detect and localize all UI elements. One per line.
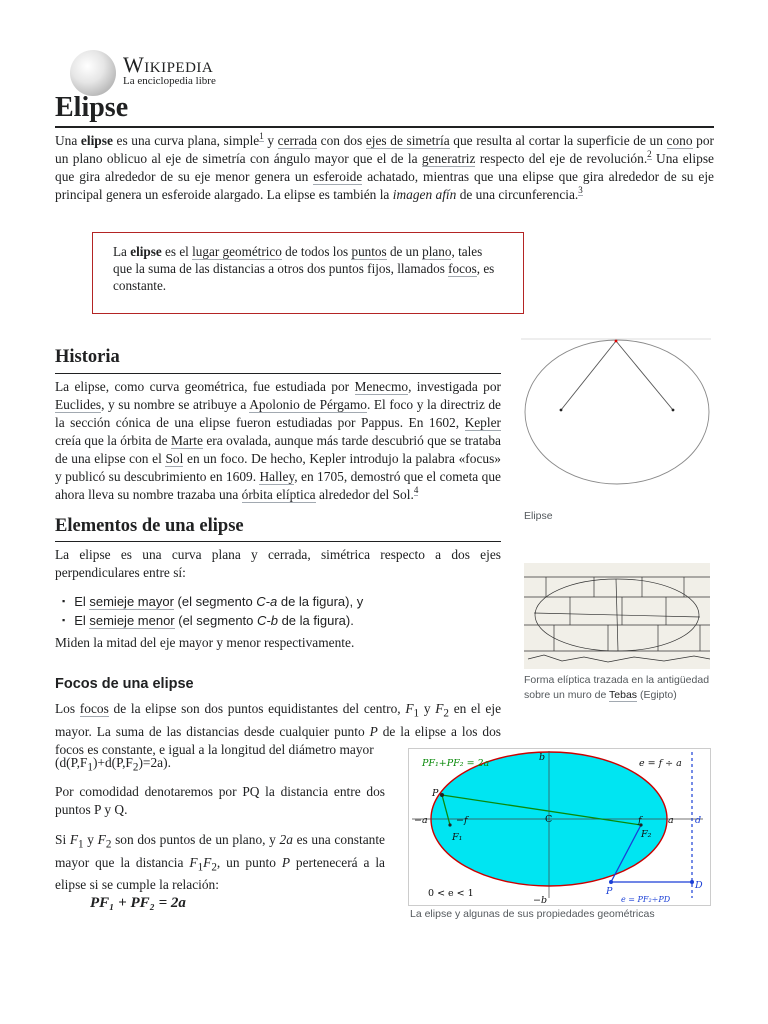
elementos-outro: Miden la mitad del eje mayor y menor respectivamente. [55,635,355,650]
page-title: Elipse [55,92,129,123]
wiki-tagline: La enciclopedia libre [123,75,216,87]
link-puntos[interactable]: puntos [351,244,387,259]
focos-paragraph-1b: $(d(P,F_1)+d(P,F_2)=2a)$. [55,755,171,774]
link-ejes-simetria[interactable]: ejes de simetría [365,133,450,148]
label-c: C [545,814,553,825]
focos-paragraph-1a: Los focos de la elipse son dos puntos equidistantes del centro, $F_1$ y $F_2$ en el eje mayor. La suma de las distancias desde cualquier punto P de la elipse a los dos focos es constante, e igual a la longitud del diámetro mayor [55,701,502,757]
focos-paragraph-3: Si $F_1$ y $F_2$ son dos puntos de un plano, y 2a es una constante mayor que la distancia $F_1F_2$, un punto P pertenecerá a la elipse si se cumple la relación: [55,832,385,893]
term-elipse: elipse [80,133,113,148]
historia-divider [55,373,501,374]
label-directrix-ratio: e = PF₂÷PD [621,895,671,904]
heading-elementos: Elementos de una elipse [55,516,244,536]
ellipse-figure[interactable] [521,338,711,490]
link-tebas[interactable]: Tebas [609,689,638,701]
ellipse-formula: PF₁ + PF₂ = 2a [90,895,186,911]
elementos-intro: La elipse es una curva plana y cerrada, simétrica respecto a dos ejes perpendiculares entre sí: [55,547,501,580]
label-p-lower: P [606,886,613,897]
link-semieje-menor[interactable]: semieje menor [89,613,175,628]
label-range: 0 < e < 1 [428,888,474,899]
label-p-upper: P [432,788,439,799]
link-esferoide[interactable]: esferoide [313,169,363,184]
thebes-wall-figure[interactable] [524,563,710,669]
caption-tebas: Forma elíptica trazada en la antigüedad sobre un muro de Tebas (Egipto) [524,674,710,701]
link-orbita-eliptica[interactable]: órbita elíptica [241,487,316,502]
link-cono[interactable]: cono [666,133,693,148]
ellipse-properties-figure[interactable] [408,748,711,906]
link-euclides[interactable]: Euclides [55,397,102,412]
label-d: d [695,815,702,826]
ellipse-curve [525,340,709,484]
label-f: f [638,815,642,826]
link-plano[interactable]: plano [422,244,452,259]
link-lugar-geometrico[interactable]: lugar geométrico [192,244,282,259]
semiejes-list [62,593,502,631]
link-menecmo[interactable]: Menecmo [354,379,409,394]
wikipedia-globe-icon[interactable] [70,50,116,96]
link-kepler[interactable]: Kepler [464,415,501,430]
focos-paragraph-2: Por comodidad denotaremos por PQ la distancia entre dos puntos P y Q. [55,784,385,817]
label-f1: F₁ [452,832,463,843]
focus-f1 [448,823,451,826]
label-b: b [539,752,546,763]
label-big-d: D [695,880,703,891]
label-sum: PF₁+PF₂ = 2a [422,758,490,769]
link-generatriz[interactable]: generatriz [421,151,476,166]
link-semieje-mayor[interactable]: semieje mayor [89,594,174,609]
ref-1[interactable]: 1 [259,131,264,141]
label-a: a [668,815,674,826]
focus-line-right [616,341,673,410]
caption-propiedades: La elipse y algunas de sus propiedades geométricas [410,908,655,920]
link-halley[interactable]: Halley [259,469,295,484]
label-neg-f: −f [456,815,468,826]
link-marte[interactable]: Marte [170,433,203,448]
focus-left [560,409,563,412]
link-focos-def[interactable]: focos [448,261,477,276]
elementos-divider [55,541,501,542]
list-item: ▪ El semieje mayor (el segmento C-a de la figura), y [62,593,502,612]
label-neg-b: −b [533,895,548,906]
label-f2: F₂ [641,829,652,840]
point-p-upper [440,793,444,797]
focus-line-left [561,341,616,410]
heading-focos: Focos de una elipse [55,676,194,692]
label-neg-a: −a [414,815,428,826]
lead-paragraph: Una elipse es una curva plana, simple$^1$ y cerrada con dos ejes de simetría que resulta al cortar la superficie de un cono por un plano oblicuo al eje de simetría con ángulo mayor que el de la generatriz respecto del eje de revolución.$^2$ Una elipse que gira alrededor de su eje menor genera un esferoide achatado, mientras que una elipse que gira alrededor de su eje principal genera un esferoide alargado. La elipse es también la imagen afín de una circunferencia.$^3$ [55,131,715,202]
ref-3[interactable]: 3 [578,185,583,195]
link-apolonio[interactable]: Apolonio de Pérgamo [249,397,367,412]
caption-elipse: Elipse [524,510,553,522]
title-divider [55,126,714,128]
point-p-lower [609,880,613,884]
ref-4[interactable]: 4 [413,485,419,495]
definition-text: La elipse es el lugar geométrico de todos los puntos de un plano, tales que la suma de las distancias a otros dos puntos fijos, llamados focos, es constante. [113,244,495,293]
point-on-ellipse [615,340,618,343]
link-sol[interactable]: Sol [165,451,184,466]
focus-right [672,409,675,412]
point-d [690,880,694,884]
historia-paragraph: La elipse, como curva geométrica, fue estudiada por Menecmo, investigada por Euclides, y su nombre se atribuye a Apolonio de Pérgamo. El foco y la directriz de la sección cónica de una elipse fueron estudiadas por Pappus. En 1602, Kepler creía que la órbita de Marte era ovalada, aunque más tarde descubrió que se trataba de una elipse con el Sol en un foco. De hecho, Kepler introdujo la palabra «focus» y publicó su descubrimiento en 1609. Halley, en 1705, demostró que el cometa que ahora lleva su nombre trazaba una órbita elíptica alrededor del Sol.$^4$ [55,379,502,502]
link-cerrada[interactable]: cerrada [277,133,318,148]
ref-2[interactable]: 2 [647,149,652,159]
heading-historia: Historia [55,347,120,367]
list-item: ▪ El semieje menor (el segmento C-b de la figura). [62,612,502,631]
link-focos[interactable]: focos [79,701,109,716]
label-eccentricity: e = f ÷ a [639,758,682,769]
wiki-wordmark[interactable]: Wikipedia [123,52,214,77]
